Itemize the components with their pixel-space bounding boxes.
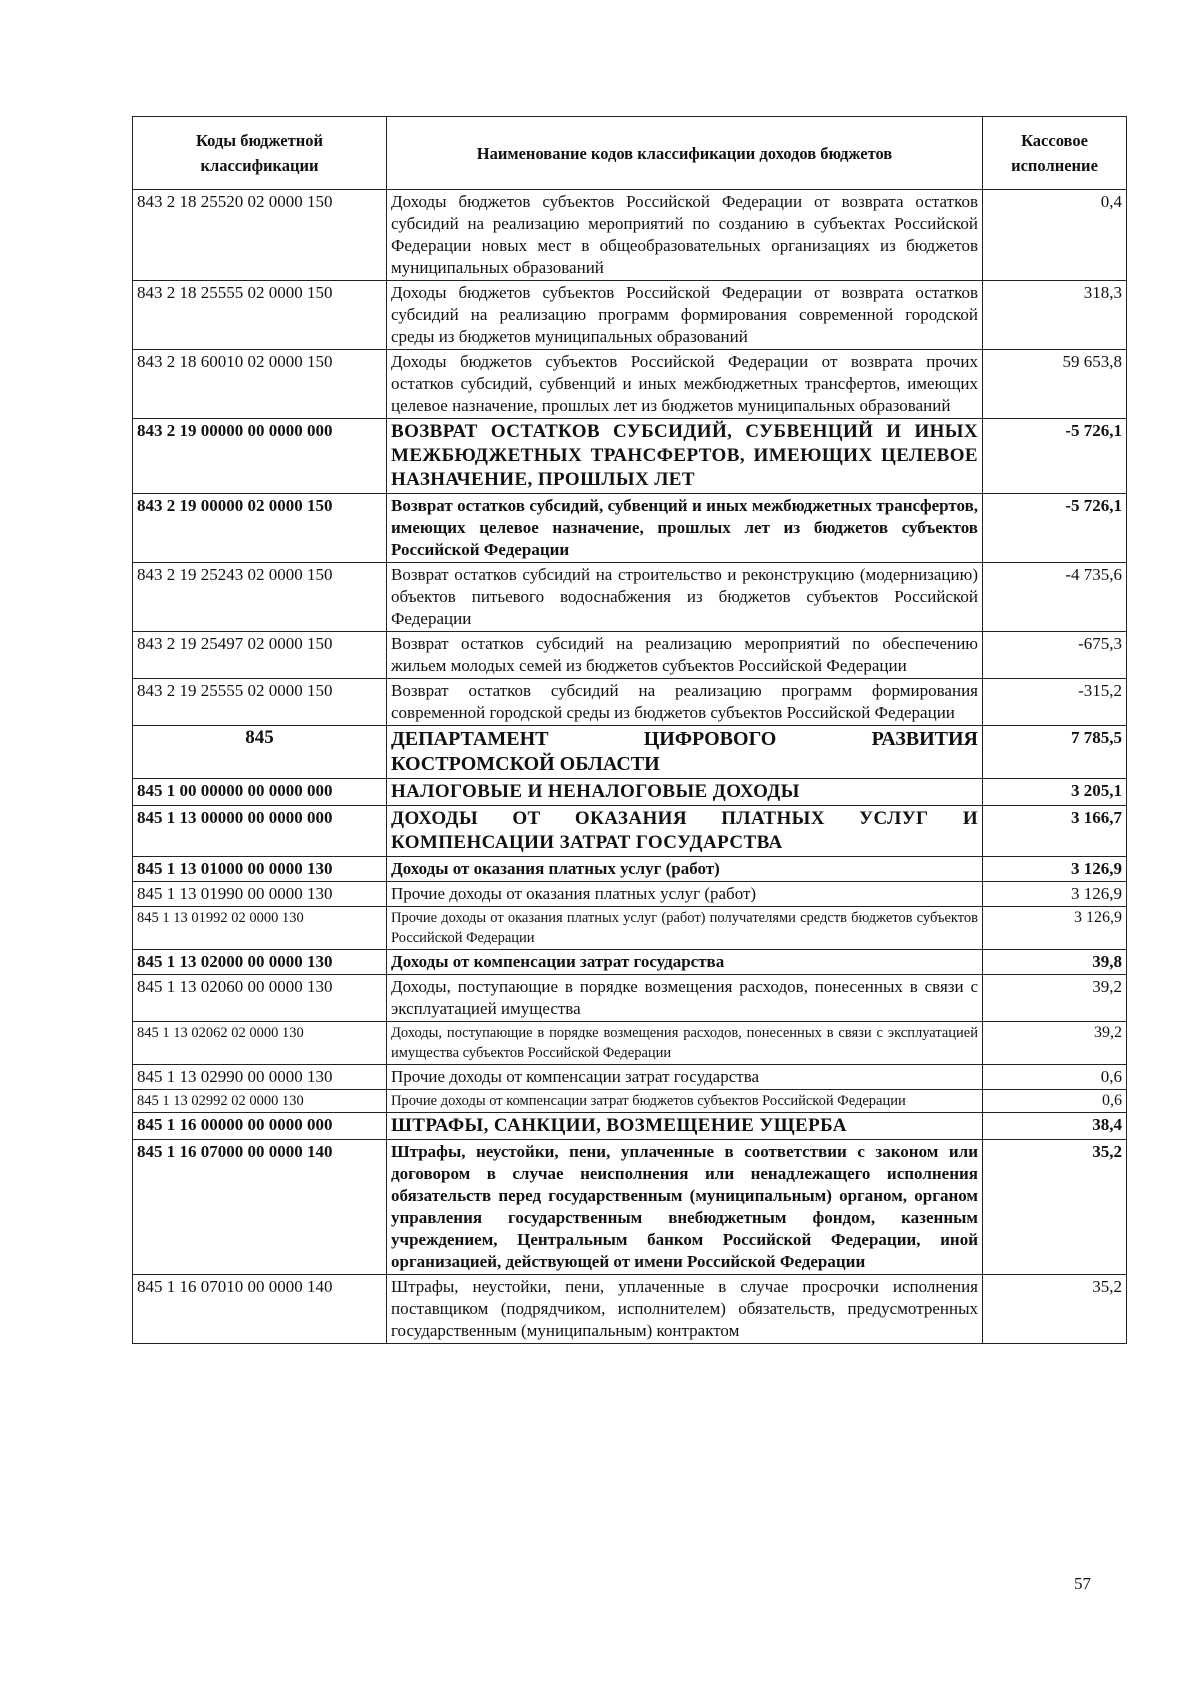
row-code: 845 1 00 00000 00 0000 000 <box>133 779 387 806</box>
department-name <box>387 726 983 779</box>
row-amount: 35,2 <box>983 1140 1127 1275</box>
row-code: 843 2 19 25497 02 0000 150 <box>133 632 387 679</box>
row-code: 845 1 13 01990 00 0000 130 <box>133 882 387 907</box>
row-code: 845 1 16 07000 00 0000 140 <box>133 1140 387 1275</box>
row-code: 845 1 13 00000 00 0000 000 <box>133 806 387 857</box>
row-name: Доходы, поступающие в порядке возмещения расходов, понесенных в связи с эксплуатацией имущества субъектов Российской Федерации <box>387 1022 983 1065</box>
row-amount: 0,6 <box>983 1065 1127 1090</box>
budget-revenue-table <box>132 116 1127 1344</box>
row-name: Доходы, поступающие в порядке возмещения расходов, понесенных в связи с эксплуатацией имущества <box>387 975 983 1022</box>
row-name: Доходы бюджетов субъектов Российской Федерации от возврата остатков субсидий на реализацию мероприятий по созданию в субъектах Российской Федерации новых мест в общеобразовательных организациях из бюджетов муниципальных образований <box>387 190 983 281</box>
row-name: Прочие доходы от оказания платных услуг (работ) <box>387 882 983 907</box>
row-amount: -4 735,6 <box>983 563 1127 632</box>
row-name: Доходы от оказания платных услуг (работ) <box>387 857 983 882</box>
row-code: 845 1 13 02060 00 0000 130 <box>133 975 387 1022</box>
table-row <box>133 975 1127 1022</box>
row-name: ШТРАФЫ, САНКЦИИ, ВОЗМЕЩЕНИЕ УЩЕРБА <box>387 1113 983 1140</box>
row-name: Доходы бюджетов субъектов Российской Федерации от возврата остатков субсидий на реализацию программ формирования современной городской среды из бюджетов муниципальных образований <box>387 281 983 350</box>
row-amount: 3 205,1 <box>983 779 1127 806</box>
table-row <box>133 281 1127 350</box>
table-row <box>133 907 1127 950</box>
row-name: Штрафы, неустойки, пени, уплаченные в случае просрочки исполнения поставщиком (подрядчиком, исполнителем) обязательств, предусмотренных государственным (муниципальным) контрактом <box>387 1275 983 1344</box>
row-amount: 3 166,7 <box>983 806 1127 857</box>
table-row <box>133 632 1127 679</box>
row-amount: 0,4 <box>983 190 1127 281</box>
row-name: Штрафы, неустойки, пени, уплаченные в соответствии с законом или договором в случае неисполнения или ненадлежащего исполнения обязательств перед государственным (муниципальным) органом, органом управления государственным внебюджетным фондом, казенным учреждением, Центральным банком Российской Федерации, иной организацией, действующей от имени Российской Федерации <box>387 1140 983 1275</box>
row-name: Возврат остатков субсидий на строительство и реконструкцию (модернизацию) объектов питьевого водоснабжения из бюджетов субъектов Российской Федерации <box>387 563 983 632</box>
table-row-subtotal <box>133 494 1127 563</box>
row-code: 845 1 13 02990 00 0000 130 <box>133 1065 387 1090</box>
table-row <box>133 190 1127 281</box>
row-amount: -675,3 <box>983 632 1127 679</box>
department-code: 845 <box>133 726 387 779</box>
department-name-line-2: КОСТРОМСКОЙ ОБЛАСТИ <box>391 753 660 775</box>
page-number: 57 <box>1074 1574 1091 1593</box>
row-name: НАЛОГОВЫЕ И НЕНАЛОГОВЫЕ ДОХОДЫ <box>387 779 983 806</box>
row-name: Прочие доходы от оказания платных услуг (работ) получателями средств бюджетов субъектов Российской Федерации <box>387 907 983 950</box>
row-name: Возврат остатков субсидий на реализацию мероприятий по обеспечению жильем молодых семей из бюджетов субъектов Российской Федерации <box>387 632 983 679</box>
row-name: Возврат остатков субсидий, субвенций и иных межбюджетных трансфертов, имеющих целевое назначение, прошлых лет из бюджетов субъектов Российской Федерации <box>387 494 983 563</box>
row-code: 843 2 18 25520 02 0000 150 <box>133 190 387 281</box>
row-amount: 3 126,9 <box>983 857 1127 882</box>
row-amount: 3 126,9 <box>983 907 1127 950</box>
row-code: 843 2 19 00000 02 0000 150 <box>133 494 387 563</box>
row-code: 843 2 19 00000 00 0000 000 <box>133 419 387 494</box>
row-amount: 39,2 <box>983 975 1127 1022</box>
row-code: 845 1 16 07010 00 0000 140 <box>133 1275 387 1344</box>
row-code: 845 1 13 02062 02 0000 130 <box>133 1022 387 1065</box>
department-name-line-1: ДЕПАРТАМЕНТ ЦИФРОВОГО РАЗВИТИЯ <box>391 728 978 750</box>
table-row-section <box>133 419 1127 494</box>
row-code: 843 2 18 25555 02 0000 150 <box>133 281 387 350</box>
row-code: 845 1 13 02992 02 0000 130 <box>133 1090 387 1113</box>
table-header-row <box>133 117 1127 190</box>
table-row <box>133 1090 1127 1113</box>
row-code: 845 1 16 00000 00 0000 000 <box>133 1113 387 1140</box>
row-amount: 3 126,9 <box>983 882 1127 907</box>
row-code: 845 1 13 02000 00 0000 130 <box>133 950 387 975</box>
header-name-column: Наименование кодов классификации доходов бюджетов <box>387 117 983 190</box>
row-amount: -5 726,1 <box>983 494 1127 563</box>
table-row <box>133 350 1127 419</box>
row-name: Доходы бюджетов субъектов Российской Федерации от возврата прочих остатков субсидий, субвенций и иных межбюджетных трансфертов, имеющих целевое назначение, прошлых лет из бюджетов муниципальных образований <box>387 350 983 419</box>
table-row-section <box>133 806 1127 857</box>
table-row-section <box>133 1113 1127 1140</box>
row-amount: -315,2 <box>983 679 1127 726</box>
row-name: Доходы от компенсации затрат государства <box>387 950 983 975</box>
row-amount: 39,8 <box>983 950 1127 975</box>
table-row-subtotal <box>133 950 1127 975</box>
row-code: 845 1 13 01000 00 0000 130 <box>133 857 387 882</box>
table-row-subtotal <box>133 857 1127 882</box>
row-amount: 318,3 <box>983 281 1127 350</box>
row-amount: -5 726,1 <box>983 419 1127 494</box>
table-row <box>133 1022 1127 1065</box>
row-code: 845 1 13 01992 02 0000 130 <box>133 907 387 950</box>
row-name: ВОЗВРАТ ОСТАТКОВ СУБСИДИЙ, СУБВЕНЦИЙ И ИНЫХ МЕЖБЮДЖЕТНЫХ ТРАНСФЕРТОВ, ИМЕЮЩИХ ЦЕЛЕВОЕ НАЗНАЧЕНИЕ, ПРОШЛЫХ ЛЕТ <box>387 419 983 494</box>
row-name: Прочие доходы от компенсации затрат бюджетов субъектов Российской Федерации <box>387 1090 983 1113</box>
row-amount: 59 653,8 <box>983 350 1127 419</box>
header-amount-column: Кассовое исполнение <box>983 117 1127 190</box>
table-row-department <box>133 726 1127 779</box>
row-code: 843 2 19 25243 02 0000 150 <box>133 563 387 632</box>
table-row <box>133 882 1127 907</box>
row-name: Прочие доходы от компенсации затрат государства <box>387 1065 983 1090</box>
row-amount: 35,2 <box>983 1275 1127 1344</box>
department-amount: 7 785,5 <box>983 726 1127 779</box>
header-code-column: Коды бюджетной классификации <box>133 117 387 190</box>
table-row <box>133 563 1127 632</box>
row-name: Возврат остатков субсидий на реализацию программ формирования современной городской среды из бюджетов субъектов Российской Федерации <box>387 679 983 726</box>
row-name: ДОХОДЫ ОТ ОКАЗАНИЯ ПЛАТНЫХ УСЛУГ И КОМПЕНСАЦИИ ЗАТРАТ ГОСУДАРСТВА <box>387 806 983 857</box>
row-code: 843 2 18 60010 02 0000 150 <box>133 350 387 419</box>
table-row-subtotal <box>133 1140 1127 1275</box>
row-amount: 38,4 <box>983 1113 1127 1140</box>
table-row <box>133 679 1127 726</box>
table-row <box>133 1275 1127 1344</box>
row-amount: 0,6 <box>983 1090 1127 1113</box>
row-amount: 39,2 <box>983 1022 1127 1065</box>
table-row-section <box>133 779 1127 806</box>
row-code: 843 2 19 25555 02 0000 150 <box>133 679 387 726</box>
table-row <box>133 1065 1127 1090</box>
